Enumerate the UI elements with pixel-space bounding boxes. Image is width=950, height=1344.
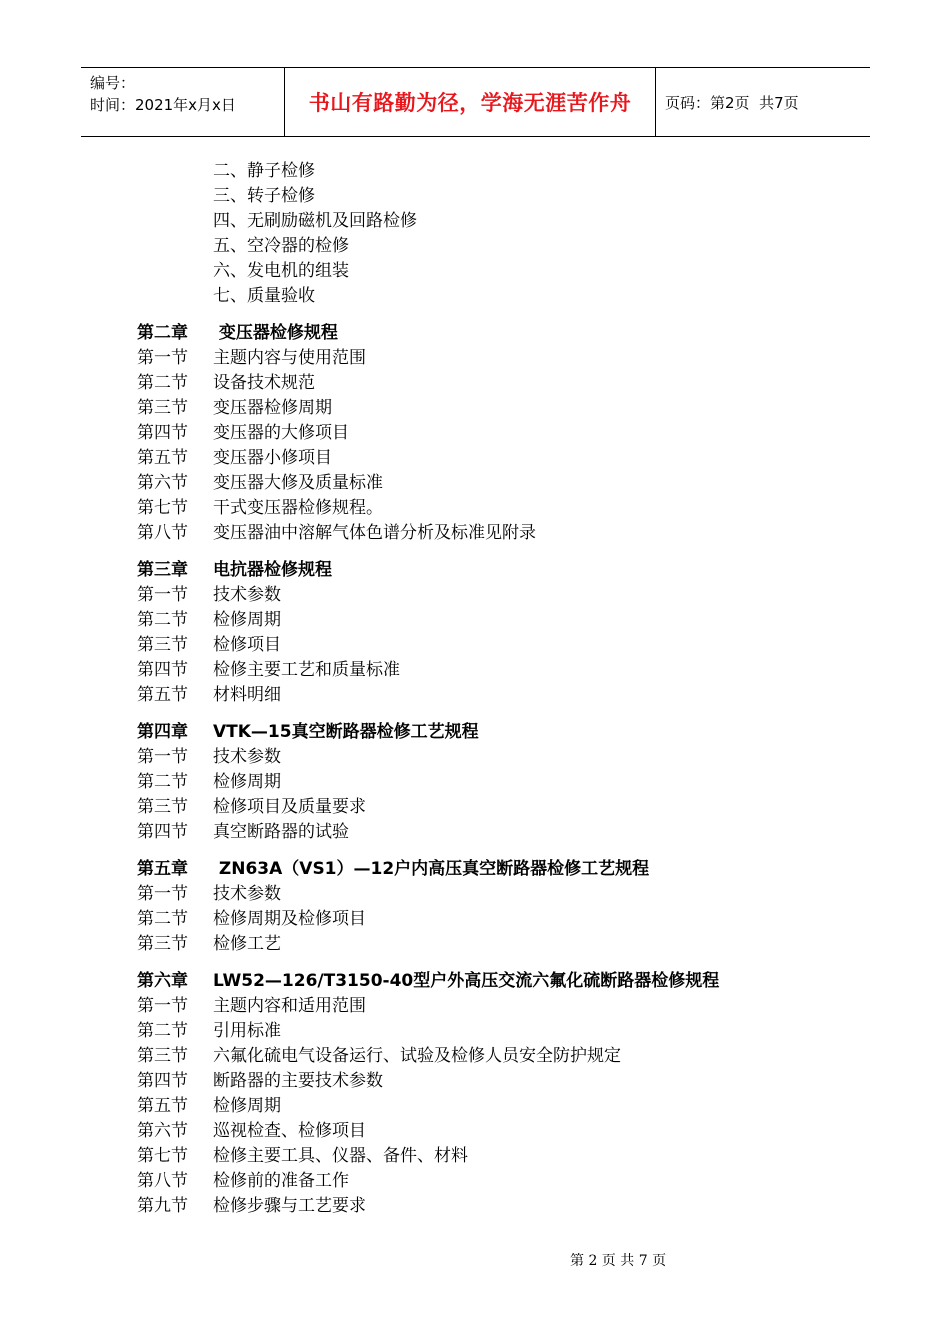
toc-item-number: 第四节: [137, 660, 188, 680]
footer-page-number: 第 2 页 共 7 页: [570, 1253, 667, 1269]
toc-item-number: 第三节: [137, 934, 188, 954]
toc-item-title: 引用标准: [213, 1021, 281, 1041]
toc-item-number: 第三节: [137, 797, 188, 817]
toc-item-number: 第三节: [137, 398, 188, 418]
toc-item-title: 变压器检修周期: [213, 398, 332, 418]
toc-item-title: 四、无刷励磁机及回路检修: [213, 211, 417, 231]
toc-item-title: 变压器的大修项目: [213, 423, 349, 443]
toc-item-number: 第一节: [137, 348, 188, 368]
toc-item-title: 三、转子检修: [213, 186, 315, 206]
toc-item-number: 第四节: [137, 1071, 188, 1091]
toc-item-title: VTK—15真空断路器检修工艺规程: [213, 722, 479, 742]
toc-item-number: 第一节: [137, 884, 188, 904]
toc-item-title: 检修周期: [213, 610, 281, 630]
toc-item-number: 第一节: [137, 996, 188, 1016]
toc-item-title: 检修主要工具、仪器、备件、材料: [213, 1146, 468, 1166]
toc-item-title: 六氟化硫电气设备运行、试验及检修人员安全防护规定: [213, 1046, 621, 1066]
toc-item-number: 第九节: [137, 1196, 188, 1216]
toc-item-title: 变压器油中溶解气体色谱分析及标准见附录: [213, 523, 536, 543]
toc-item-title: ZN63A（VS1）—12户内高压真空断路器检修工艺规程: [213, 859, 650, 879]
toc-item-number: 第五节: [137, 448, 188, 468]
toc-item-title: 检修前的准备工作: [213, 1171, 349, 1191]
toc-item-title: 七、质量验收: [213, 286, 315, 306]
toc-item-title: 技术参数: [213, 585, 281, 605]
toc-item-title: 变压器大修及质量标准: [213, 473, 383, 493]
toc-item-number: 第七节: [137, 498, 188, 518]
toc-item-title: 主题内容与使用范围: [213, 348, 366, 368]
document-date-label: 时间：2021年x月x日: [90, 96, 236, 114]
header-left-cell: [81, 68, 284, 136]
toc-item-title: 检修主要工艺和质量标准: [213, 660, 400, 680]
toc-item-title: 变压器检修规程: [213, 323, 338, 343]
document-number-label: 编号：: [90, 74, 136, 92]
toc-item-number: 第三节: [137, 1046, 188, 1066]
header-page-info-cell: [656, 68, 870, 136]
toc-item-title: 材料明细: [213, 685, 281, 705]
toc-item-number: 第二节: [137, 373, 188, 393]
toc-item-title: 检修周期: [213, 772, 281, 792]
toc-item-number: 第二节: [137, 1021, 188, 1041]
toc-item-title: 电抗器检修规程: [213, 560, 332, 580]
toc-item-number: 第八节: [137, 1171, 188, 1191]
toc-item-number: 第六节: [137, 1121, 188, 1141]
toc-item-title: 断路器的主要技术参数: [213, 1071, 383, 1091]
toc-item-title: 检修周期: [213, 1096, 281, 1116]
toc-item-number: 第四节: [137, 822, 188, 842]
toc-item-title: LW52—126/T3150-40型户外高压交流六氟化硫断路器检修规程: [213, 971, 720, 991]
toc-item-number: 第七节: [137, 1146, 188, 1166]
toc-item-number: 第一节: [137, 585, 188, 605]
toc-item-number: 第五章: [137, 859, 188, 879]
page-header: [81, 67, 870, 137]
toc-item-number: 第三章: [137, 560, 188, 580]
toc-item-title: 检修项目及质量要求: [213, 797, 366, 817]
header-motto: 书山有路勤为径，学海无涯苦作舟: [284, 68, 656, 136]
toc-item-title: 检修周期及检修项目: [213, 909, 366, 929]
toc-item-title: 干式变压器检修规程。: [213, 498, 383, 518]
toc-item-title: 巡视检查、检修项目: [213, 1121, 366, 1141]
toc-item-number: 第五节: [137, 1096, 188, 1116]
toc-item-title: 检修项目: [213, 635, 281, 655]
toc-item-number: 第三节: [137, 635, 188, 655]
toc-item-number: 第二节: [137, 909, 188, 929]
toc-item-number: 第四章: [137, 722, 188, 742]
toc-item-number: 第二节: [137, 610, 188, 630]
toc-item-title: 检修工艺: [213, 934, 281, 954]
toc-item-number: 第一节: [137, 747, 188, 767]
toc-item-title: 五、空冷器的检修: [213, 236, 349, 256]
toc-item-number: 第四节: [137, 423, 188, 443]
toc-item-number: 第六章: [137, 971, 188, 991]
toc-item-number: 第八节: [137, 523, 188, 543]
toc-item-title: 设备技术规范: [213, 373, 315, 393]
toc-item-number: 第二节: [137, 772, 188, 792]
toc-item-number: 第二章: [137, 323, 188, 343]
toc-item-title: 检修步骤与工艺要求: [213, 1196, 366, 1216]
toc-item-title: 主题内容和适用范围: [213, 996, 366, 1016]
toc-item-title: 二、静子检修: [213, 161, 315, 181]
toc-item-title: 技术参数: [213, 884, 281, 904]
toc-item-number: 第六节: [137, 473, 188, 493]
toc-item-title: 真空断路器的试验: [213, 822, 349, 842]
toc-item-number: 第五节: [137, 685, 188, 705]
toc-item-title: 技术参数: [213, 747, 281, 767]
toc-item-title: 六、发电机的组装: [213, 261, 349, 281]
header-page-info: 页码：第2页 共7页: [665, 93, 799, 112]
toc-item-title: 变压器小修项目: [213, 448, 332, 468]
page-footer: [0, 1234, 950, 1269]
